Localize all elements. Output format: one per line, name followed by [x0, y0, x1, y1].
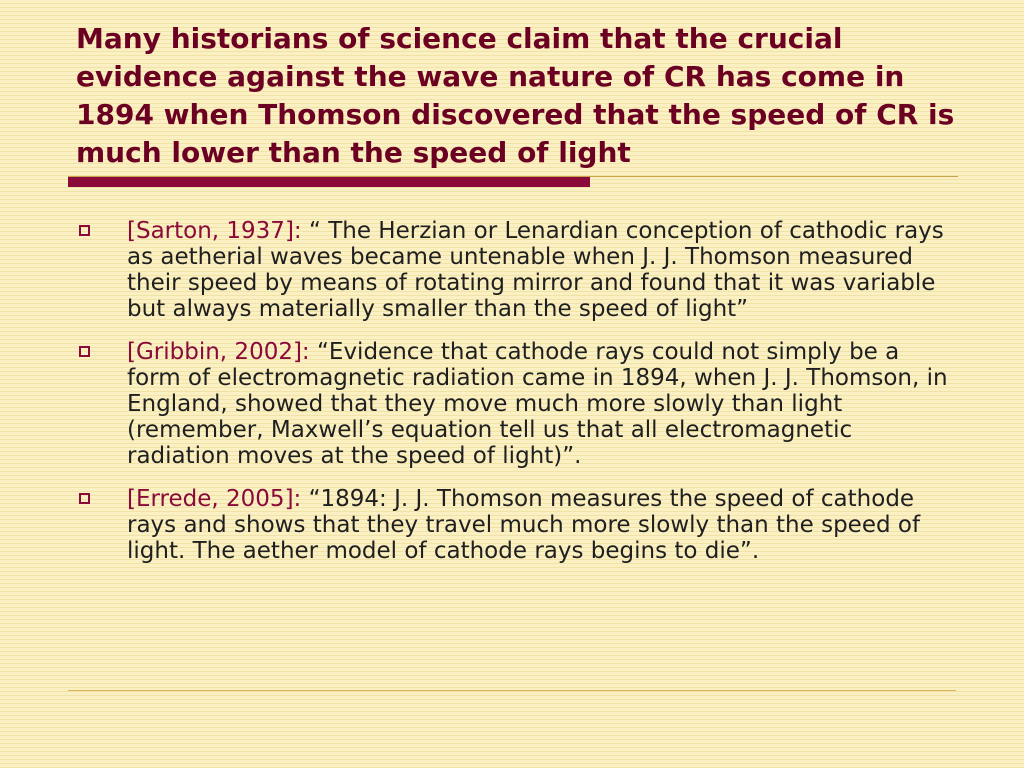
- quote-list: [76, 218, 956, 581]
- slide-title: Many historians of science claim that the crucial evidence against the wave nature of CR has come in 1894 when Thomson discovered that the speed of CR is much lower than the speed of light: [76, 22, 955, 169]
- hollow-square-bullet-icon: [79, 493, 90, 504]
- quote-text: “Evidence that cathode rays could not simply be a form of electromagnetic radiation came in 1894, when J. J. Thomson, in England, showed that they move much more slowly than light (remember, Maxwell’s equation tell us that all electromagnetic radiation moves at the speed of light)”.: [127, 339, 948, 469]
- quote-item-errede: [76, 486, 956, 564]
- quote-text: “ The Herzian or Lenardian conception of cathodic rays as aetherial waves became untenable when J. J. Thomson measured their speed by means of rotating mirror and found that it was variable but always materially smaller than the speed of light”: [127, 218, 944, 322]
- citation-label: [Gribbin, 2002]:: [127, 339, 310, 365]
- quote-item-gribbin: [76, 339, 956, 469]
- footer-divider: [68, 690, 956, 691]
- citation-label: [Errede, 2005]:: [127, 486, 302, 512]
- hollow-square-bullet-icon: [79, 346, 90, 357]
- quote-item-sarton: [76, 218, 956, 322]
- title-underline-rule: [68, 176, 958, 177]
- title-underline-accent: [68, 176, 590, 187]
- citation-label: [Sarton, 1937]:: [127, 218, 302, 244]
- quote-text: “1894: J. J. Thomson measures the speed of cathode rays and shows that they travel much more slowly than the speed of light. The aether model of cathode rays begins to die”.: [127, 486, 921, 564]
- hollow-square-bullet-icon: [79, 225, 90, 236]
